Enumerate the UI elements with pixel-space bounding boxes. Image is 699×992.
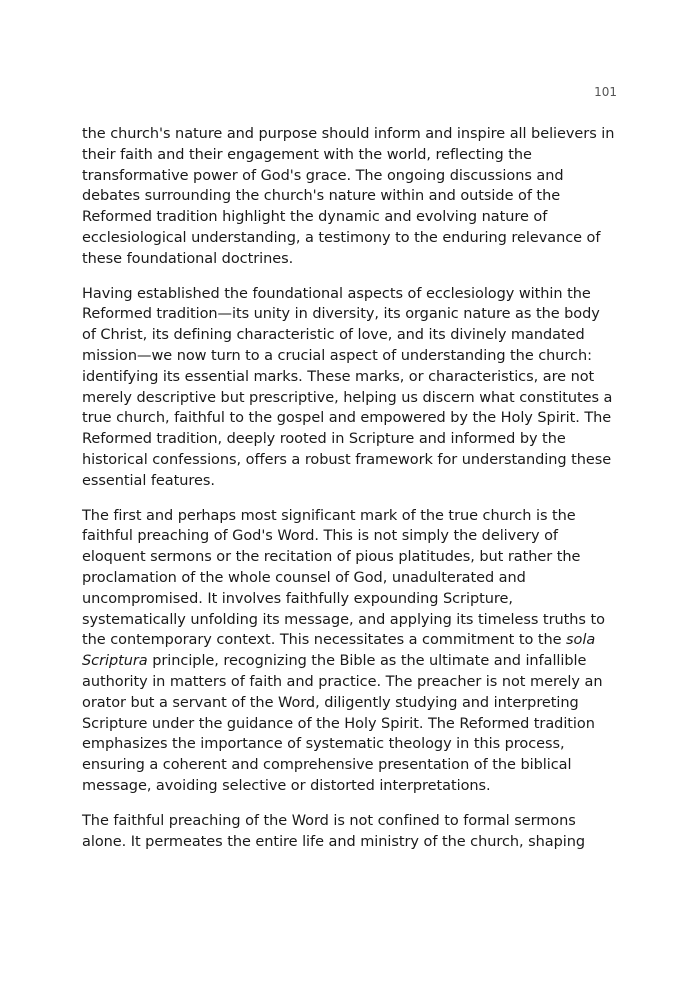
paragraph-3 [82, 506, 618, 797]
paragraph-2: Having established the foundational aspects of ecclesiology within the Reformed tradition—its unity in diversity, its organic nature as the body of Christ, its defining characteristic of love, and its divinely mandated mission—we now turn to a crucial aspect of understanding the church: identifying its essential marks. These marks, or characteristics, are not merely descriptive but prescriptive, helping us discern what constitutes a true church, faithful to the gospel and empowered by the Holy Spirit. The Reformed tradition, deeply rooted in Scripture and informed by the historical confessions, offers a robust framework for understanding these essential features. [82, 285, 613, 489]
paragraph-3-text-after: principle, recognizing the Bible as the ultimate and infallible authority in matters of faith and practice. The preacher is not merely an orator but a servant of the Word, diligently studying and interpreting Scripture under the guidance of the Holy Spirit. The Reformed tradition emphasizes the importance of systematic theology in this process, ensuring a coherent and comprehensive presentation of the biblical message, avoiding selective or distorted interpretations. [82, 653, 603, 794]
page-number: 101 [594, 85, 617, 99]
paragraph-1: the church's nature and purpose should inform and inspire all believers in their faith and their engagement with the world, reflecting the transformative power of God's grace. The ongoing discussions and debates surrounding the church's nature within and outside of the Reformed tradition highlight the dynamic and evolving nature of ecclesiological understanding, a testimony to the enduring relevance of these foundational doctrines. [82, 126, 615, 267]
italic-term-sola-scriptura: sola Scriptura [82, 632, 596, 670]
paragraph-4: The faithful preaching of the Word is not confined to formal sermons alone. It permeates the entire life and ministry of the church, shaping [82, 812, 586, 850]
paragraph-3-text-before: The first and perhaps most significant mark of the true church is the faithful preaching of God's Word. This is not simply the delivery of eloquent sermons or the recitation of pious platitudes, but rather the proclamation of the whole counsel of God, unadulterated and uncompromised. It involves faithfully expounding Scripture, systematically unfolding its message, and applying its timeless truths to the contemporary context. This necessitates a commitment to the [82, 507, 605, 649]
body-text [82, 124, 618, 866]
